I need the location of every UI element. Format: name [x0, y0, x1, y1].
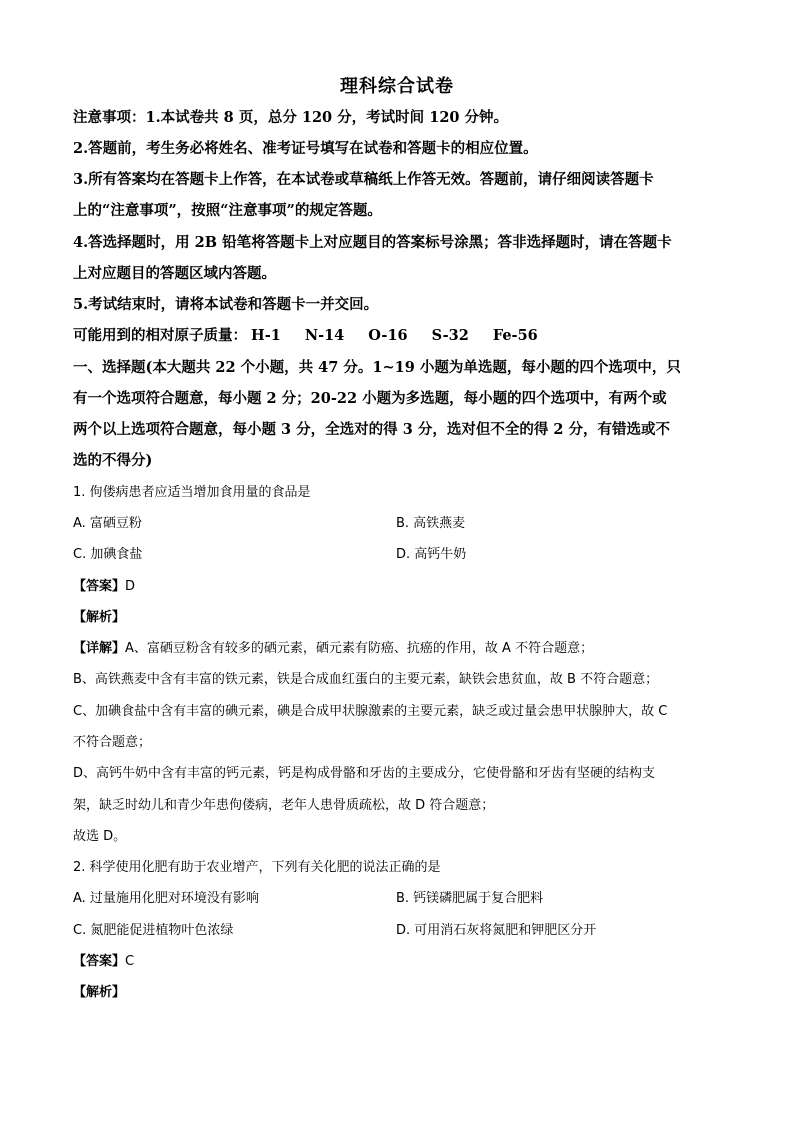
notes-line-4a: 4.答选择题时，用 2B 铅笔将答题卡上对应题目的答案标号涂黑；答非选择题时，请在答题卡: [73, 234, 672, 251]
atomic-masses-label: 可能用到的相对原子质量：: [73, 327, 247, 344]
q2-analysis-label: 【解析】: [73, 985, 126, 1000]
atomic-mass-item: Fe-56: [492, 327, 538, 344]
answer-label: 【答案】: [73, 579, 126, 594]
q2-option-a: A. 过量施用化肥对环境没有影响: [73, 891, 259, 906]
q1-detail-b: B、高铁燕麦中含有丰富的铁元素，铁是合成血红蛋白的主要元素，缺铁会患贫血，故 B 不符合题意；: [73, 672, 659, 687]
section1-line-1: 一、选择题(本大题共 22 个小题，共 47 分。1~19 小题为单选题，每小题的四个选项中，只: [73, 359, 681, 376]
notes-line-3a: 3.所有答案均在答题卡上作答，在本试卷或草稿纸上作答无效。答题前，请仔细阅读答题卡: [73, 171, 654, 188]
notes-line-4b: 上对应题目的答题区域内答题。: [73, 265, 276, 282]
q1-stem: 1. 佝偻病患者应适当增加食用量的食品是: [73, 485, 311, 500]
q1-option-a: A. 富硒豆粉: [73, 516, 142, 531]
atomic-masses: [73, 326, 538, 346]
atomic-mass-item: H-1: [251, 327, 281, 344]
q2-option-c: C. 氮肥能促进植物叶色浓绿: [73, 923, 234, 938]
notes-line-5: 5.考试结束时，请将本试卷和答题卡一并交回。: [73, 296, 379, 313]
answer-label: 【答案】: [73, 954, 126, 969]
q1-detail-d1: D、高钙牛奶中含有丰富的钙元素，钙是构成骨骼和牙齿的主要成分，它使骨骼和牙齿有坚硬的结构支: [73, 766, 656, 781]
answer-value: C: [125, 954, 135, 969]
q1-detail-c1: C、加碘食盐中含有丰富的碘元素，碘是合成甲状腺激素的主要元素，缺乏或过量会患甲状腺肿大，故 C: [73, 704, 668, 719]
atomic-mass-item: O-16: [368, 327, 408, 344]
q2-option-b: B. 钙镁磷肥属于复合肥料: [396, 891, 544, 906]
q1-option-b: B. 高铁燕麦: [396, 516, 466, 531]
q1-analysis-label: 【解析】: [73, 610, 126, 625]
answer-value: D: [125, 579, 136, 594]
detail-label: 【详解】: [73, 641, 126, 656]
atomic-mass-item: S-32: [431, 327, 469, 344]
notes-line-1: 注意事项：1.本试卷共 8 页，总分 120 分，考试时间 120 分钟。: [73, 109, 509, 126]
notes-line-3b: 上的“注意事项”，按照“注意事项”的规定答题。: [73, 202, 382, 219]
section1-line-4: 选的不得分): [73, 452, 153, 469]
q1-detail-c2: 不符合题意；: [73, 735, 152, 750]
q2-stem: 2. 科学使用化肥有助于农业增产，下列有关化肥的说法正确的是: [73, 860, 441, 875]
q1-detail-d2: 架，缺乏时幼儿和青少年患佝偻病，老年人患骨质疏松，故 D 符合题意；: [73, 798, 495, 813]
q1-detail-a: [73, 639, 593, 659]
atomic-mass-item: N-14: [304, 327, 345, 344]
q2-answer: [73, 952, 134, 972]
page-title: 理科综合试卷: [340, 76, 454, 97]
section1-line-2: 有一个选项符合题意，每小题 2 分；20-22 小题为多选题，每小题的四个选项中，有两个或: [73, 390, 667, 407]
section1-line-3: 两个以上选项符合题意，每小题 3 分，全选对的得 3 分，选对但不全的得 2 分，有错选或不: [73, 421, 671, 438]
q1-option-d: D. 高钙牛奶: [396, 547, 467, 562]
q1-conclusion: 故选 D。: [73, 829, 127, 844]
detail-a-text: A、富硒豆粉含有较多的硒元素，硒元素有防癌、抗癌的作用，故 A 不符合题意；: [125, 641, 594, 656]
q2-option-d: D. 可用消石灰将氮肥和钾肥区分开: [396, 923, 597, 938]
q1-answer: [73, 577, 135, 597]
notes-line-2: 2.答题前，考生务必将姓名、准考证号填写在试卷和答题卡的相应位置。: [73, 140, 538, 157]
q1-option-c: C. 加碘食盐: [73, 547, 143, 562]
